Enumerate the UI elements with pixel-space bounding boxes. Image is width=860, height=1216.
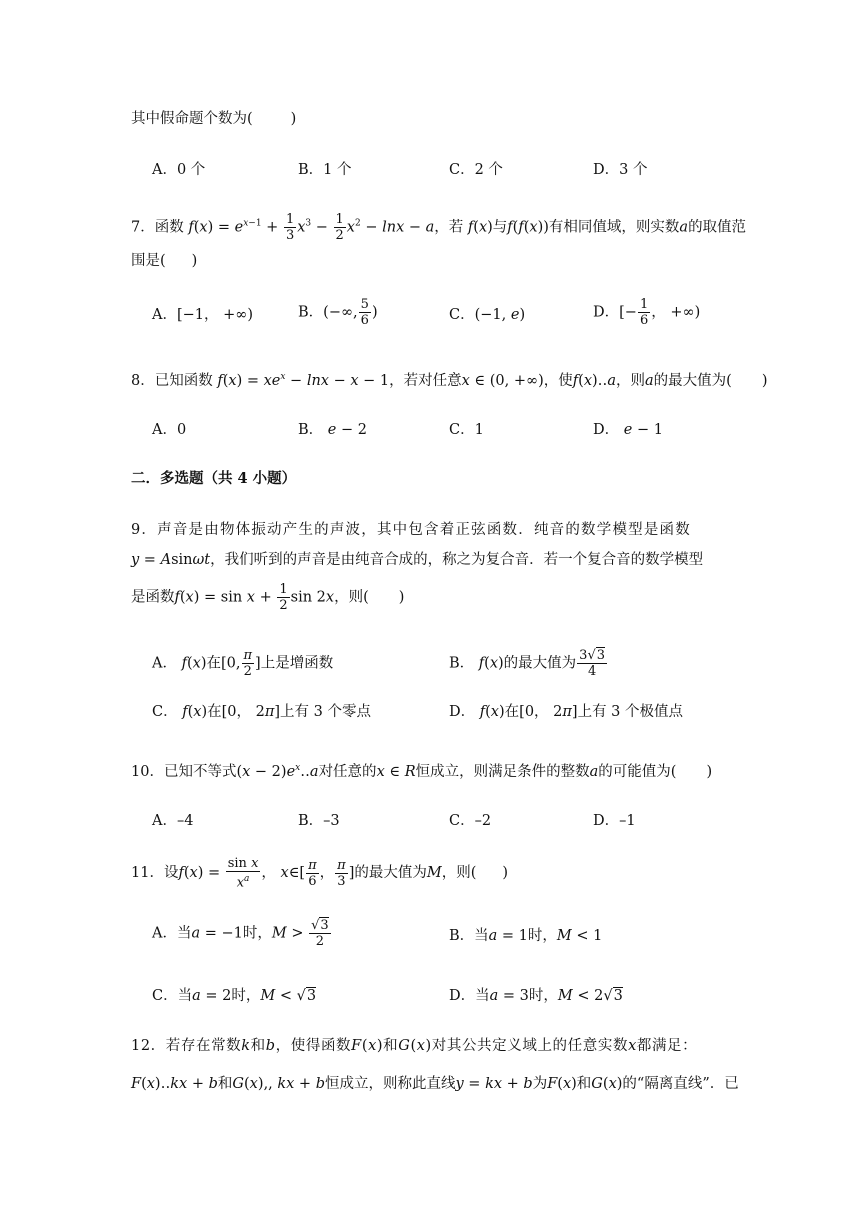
q7-line2: 围是( ) xyxy=(131,253,198,269)
q11-option-c: C．当a = 2时，M < √3 xyxy=(152,988,317,1004)
q9-line3: 是函数f(x) = sin x + $\frac{1}{2}$ sin 2x，则( ) xyxy=(131,582,405,613)
q9-line2: y = Asinωt，我们听到的声音是由纯音合成的，称之为复合音．若一个复合音的数学模型 xyxy=(131,552,704,568)
q7-option-d: D．[− $\frac{1}{6}$ ， +∞) xyxy=(593,297,701,328)
q6-option-d: D．3 个 xyxy=(593,162,648,178)
q9-option-a: A． f(x)在[0, $\frac{\pi}{2}$ ]上是增函数 xyxy=(152,648,334,679)
q11-line1: 11．设f(x) = $\frac{\text{sin x}}{x^a}$ ， x∈[ $\frac{\pi}{6}$ ， $\frac{\pi}{3}$ ]的最大值为M，则( ) xyxy=(131,856,509,891)
q10-option-a: A．–4 xyxy=(152,813,194,829)
q9-option-b: B． f(x)的最大值为 $\frac{3√3}{4}$ xyxy=(449,648,606,679)
q7-option-b: B．(−∞, $\frac{5}{6}$ ) xyxy=(298,297,378,328)
q12-line1: 12．若存在常数k和b，使得函数F(x)和G(x)对其公共定义域上的任意实数x都满足： xyxy=(131,1038,698,1054)
q11-option-b: B．当a = 1时，M < 1 xyxy=(449,928,603,944)
q8-option-c: C．1 xyxy=(449,422,484,438)
q8-option-b: B． e − 2 xyxy=(298,422,367,438)
q7-option-c: C．(−1, e) xyxy=(449,307,526,323)
q10-option-b: B．–3 xyxy=(298,813,340,829)
q10-option-c: C．–2 xyxy=(449,813,492,829)
q6-option-a: A．0 个 xyxy=(152,162,206,178)
q10-line1: 10．已知不等式$(x - 2)e^x‥a$对任意的x ∈ R恒成立，则满足条件的整数a的可能值为( ) xyxy=(131,763,713,780)
q6-option-c: C．2 个 xyxy=(449,162,503,178)
q12-line2: F(x)‥kx + b和G(x)‚, kx + b恒成立，则称此直线y = kx + b为F(x)和G(x)的“隔离直线”．已 xyxy=(131,1076,739,1092)
q11-option-a: A．当a = −1时，M > $\frac{√3}{2}$ xyxy=(152,918,329,949)
q9-option-c: C． f(x)在[0， 2π]上有 3 个零点 xyxy=(152,704,371,720)
q9-option-d: D． f(x)在[0， 2π]上有 3 个极值点 xyxy=(449,704,684,720)
q6-option-b: B．1 个 xyxy=(298,162,352,178)
q10-option-d: D．–1 xyxy=(593,813,636,829)
q11-option-d: D．当a = 3时，M < 2√3 xyxy=(449,988,623,1004)
q9-line1: 9．声音是由物体振动产生的声波，其中包含着正弦函数．纯音的数学模型是函数 xyxy=(131,522,691,538)
q6-tail: 其中假命题个数为( ) xyxy=(131,111,297,127)
q8-option-d: D． e − 1 xyxy=(593,422,663,438)
section-title: 二．多选题（共 4 小题） xyxy=(131,470,297,487)
q8-line1: 8．已知函数 $f(x) = xe^x - \ln x - x - 1$，若对任意x ∈ (0, +∞)，使f(x)‥a，则a的最大值为( ) xyxy=(131,372,768,389)
q7-line1: 7．函数 $f(x) = e^{x-1}$ + $\frac{1}{3}$ $x^3$ − $\frac{1}{2}$ $x^2 - \ln x - a$，若 f(x)与f(f(x))有相同值域，则实数a的取值范 xyxy=(131,212,747,243)
q7-option-a: A．[−1， +∞) xyxy=(152,307,254,323)
q8-option-a: A．0 xyxy=(152,422,187,438)
